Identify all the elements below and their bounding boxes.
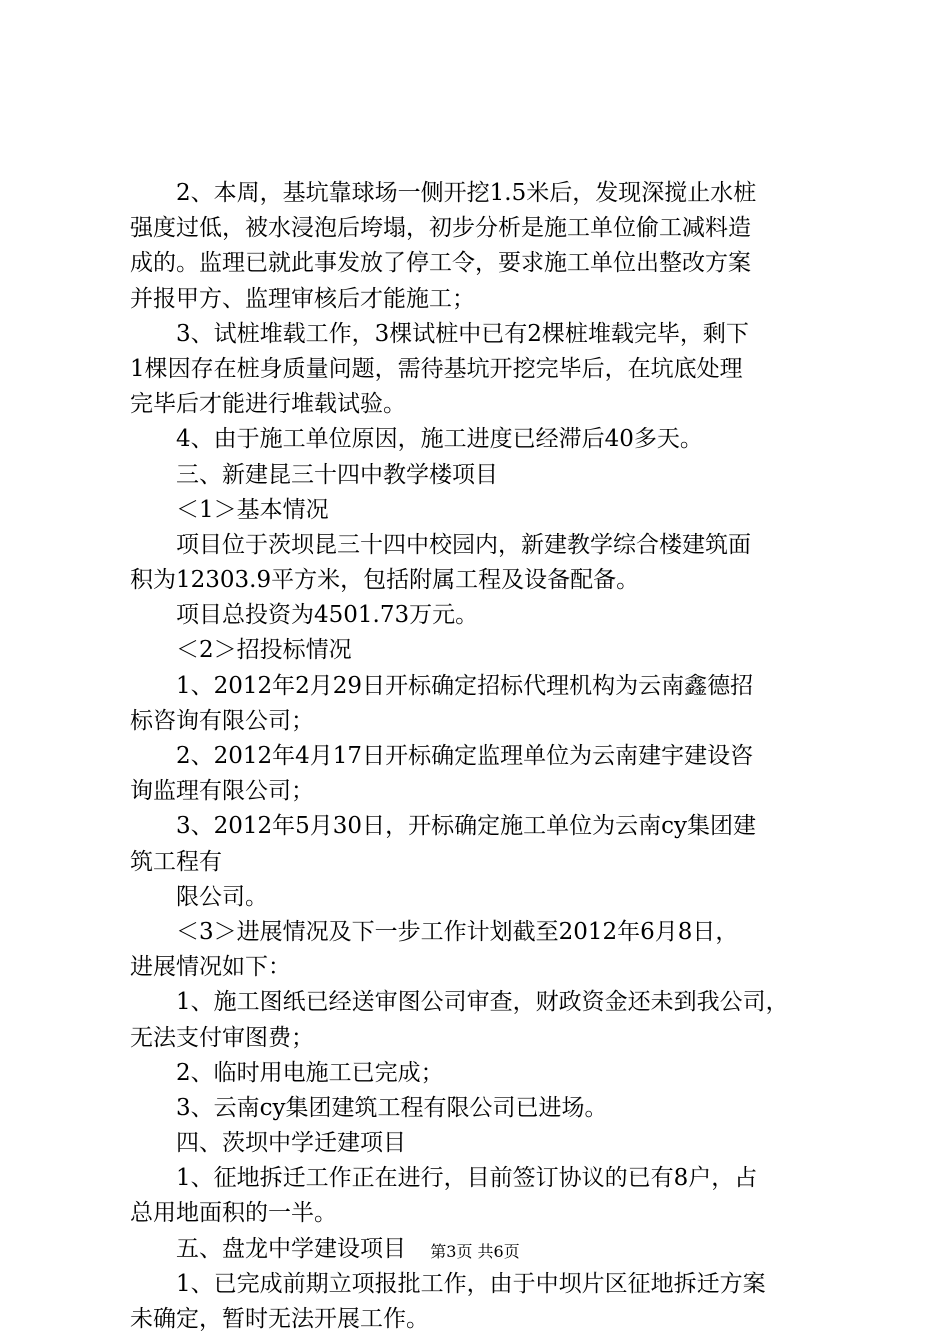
text-line: 总用地面积的一半。 — [130, 1200, 337, 1227]
text-line: 筑工程有 — [130, 848, 222, 875]
text-line: 3、2012年5月30日，开标确定施工单位为云南cy集团建 — [176, 813, 756, 840]
text-line: 限公司。 — [176, 883, 268, 910]
text-line: 五、盘龙中学建设项目 — [176, 1235, 406, 1262]
text-line: 强度过低，被水浸泡后垮塌，初步分析是施工单位偷工减料造 — [130, 215, 751, 242]
text-line: ＜1＞基本情况 — [176, 496, 329, 523]
text-line: 1、2012年2月29日开标确定招标代理机构为云南鑫德招 — [176, 672, 754, 699]
text-line: 进展情况如下： — [130, 954, 291, 981]
text-line: 1、征地拆迁工作正在进行，目前签订协议的已有8户，占 — [176, 1165, 758, 1192]
text-line: 询监理有限公司； — [130, 778, 314, 805]
text-line: 2、临时用电施工已完成； — [176, 1059, 444, 1086]
text-line: 1、已完成前期立项报批工作，由于中坝片区征地拆迁方案 — [176, 1270, 766, 1297]
text-line: 2、本周，基坑靠球场一侧开挖1.5米后，发现深搅止水桩 — [176, 180, 757, 206]
text-line: 3、试桩堆载工作，3棵试桩中已有2棵桩堆载完毕，剩下 — [176, 320, 749, 347]
text-line: 无法支付审图费； — [130, 1024, 314, 1051]
text-line: 1棵因存在桩身质量问题，需待基坑开挖完毕后，在坑底处理 — [130, 355, 743, 382]
text-line: ＜2＞招投标情况 — [176, 637, 352, 664]
text-line: 4、由于施工单位原因，施工进度已经滞后40多天。 — [176, 426, 703, 453]
text-line: 项目总投资为4501.73万元。 — [176, 602, 479, 629]
text-line: 三、新建昆三十四中教学楼项目 — [176, 461, 498, 488]
text-line: 未确定，暂时无法开展工作。 — [130, 1306, 429, 1332]
text-line: 积为12303.9平方米，包括附属工程及设备配备。 — [130, 567, 640, 594]
text-line: ＜3＞进展情况及下一步工作计划截至2012年6月8日， — [176, 918, 739, 945]
text-line: 1、施工图纸已经送审图公司审查，财政资金还未到我公司， — [176, 989, 789, 1016]
text-line: 完毕后才能进行堆载试验。 — [130, 391, 406, 418]
text-line: 四、茨坝中学迁建项目 — [176, 1130, 406, 1157]
text-line: 3、云南cy集团建筑工程有限公司已进场。 — [176, 1094, 608, 1121]
body-text — [130, 176, 830, 1337]
text-line: 标咨询有限公司； — [130, 707, 314, 734]
page-footer: 第3页 共6页 — [430, 1242, 520, 1261]
text-line: 成的。监理已就此事发放了停工令，要求施工单位出整改方案 — [130, 250, 751, 277]
text-line: 2、2012年4月17日开标确定监理单位为云南建宇建设咨 — [176, 743, 754, 769]
text-line: 并报甲方、监理审核后才能施工； — [130, 285, 475, 312]
text-line: 项目位于茨坝昆三十四中校园内，新建教学综合楼建筑面 — [176, 531, 751, 558]
